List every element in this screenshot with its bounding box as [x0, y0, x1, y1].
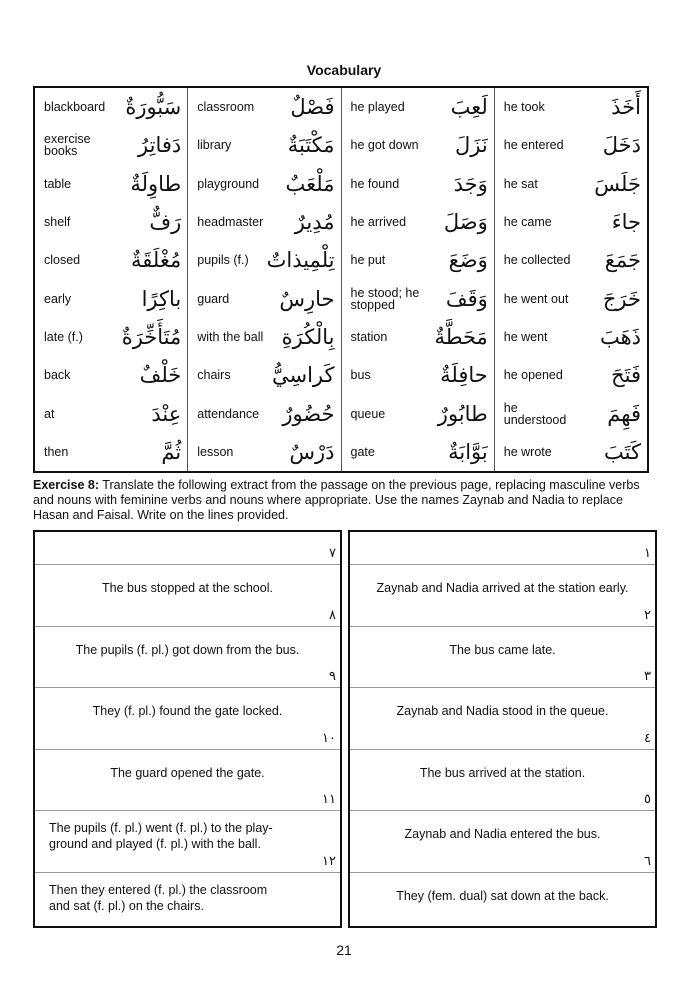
vocab-entry	[342, 356, 494, 394]
vocab-arabic: بِالْكُرَةِ	[281, 324, 335, 349]
vocab-arabic: وَضَعَ	[448, 248, 488, 273]
vocab-entry	[342, 88, 494, 126]
vocab-arabic: طابُورٌ	[437, 401, 488, 426]
vocab-arabic: سَبُّورَةٌ	[125, 95, 182, 120]
item-number: ٧	[329, 546, 336, 561]
vocab-entry	[495, 318, 647, 356]
vocab-entry	[495, 433, 647, 471]
vocab-arabic: لَعِبَ	[450, 95, 488, 120]
vocabulary-table	[33, 86, 649, 473]
exercise-label: Exercise 8:	[33, 478, 100, 492]
vocab-entry	[342, 279, 494, 317]
exercise-text: Translate the following extract from the passage on the previous page, replacing masculine verbs and nouns with feminine verbs and nouns where appropriate. Use the names Zaynab and Nadia to replace Hasan and Faisal. Write on the lines provided.	[33, 478, 640, 522]
vocab-english: he got down	[350, 138, 419, 153]
vocab-arabic: وَجَدَ	[453, 171, 488, 196]
vocab-english: he understood	[503, 400, 567, 427]
vocab-entry	[342, 165, 494, 203]
answer-box-left	[33, 530, 342, 928]
vocab-english: he sat	[503, 176, 538, 191]
vocab-entry	[342, 318, 494, 356]
vocabulary-title: Vocabulary	[306, 62, 382, 78]
sentence-text: They (fem. dual) sat down at the back.	[396, 888, 609, 903]
vocab-english: he went out	[503, 291, 569, 306]
item-number: ٣	[644, 669, 651, 684]
vocab-entry	[188, 394, 340, 432]
vocab-english: he entered	[503, 138, 564, 153]
vocab-english: with the ball	[197, 329, 264, 344]
sentence-text: The guard opened the gate.	[110, 765, 265, 780]
vocab-english: he came	[503, 215, 552, 230]
vocab-entry	[188, 126, 340, 164]
vocab-english: he went	[503, 329, 548, 344]
vocab-arabic: جَلَسَ	[594, 171, 641, 196]
vocab-entry	[35, 165, 187, 203]
vocab-arabic: دَفاتِرُ	[138, 133, 182, 158]
vocab-entry	[35, 394, 187, 432]
item-number: ٢	[644, 607, 651, 623]
vocab-entry	[35, 356, 187, 394]
vocab-entry	[188, 203, 340, 241]
item-number: ١٢	[322, 853, 336, 869]
vocab-english: pupils (f.)	[197, 253, 249, 268]
vocab-english: late (f.)	[44, 329, 83, 344]
writing-line[interactable]	[35, 626, 340, 627]
vocab-column	[35, 88, 187, 471]
vocab-entry	[35, 203, 187, 241]
vocab-arabic: خَلْفٌ	[139, 363, 182, 388]
vocab-arabic: دَخَلَ	[602, 133, 641, 158]
vocab-english: attendance	[197, 406, 260, 421]
writing-line[interactable]	[35, 810, 340, 811]
vocab-english: gate	[350, 444, 375, 459]
vocab-english: he collected	[503, 253, 571, 268]
sentence-text: Zaynab and Nadia arrived at the station early.	[376, 581, 629, 595]
vocab-english: he put	[350, 253, 386, 268]
vocab-english: at	[44, 406, 55, 421]
vocab-arabic: خَرَجَ	[602, 286, 641, 311]
vocab-entry	[495, 279, 647, 317]
sentence-text: Then they entered (f. pl.) the classroom and sat (f. pl.) on the chairs.	[49, 882, 268, 913]
vocab-arabic: جَمَعَ	[604, 248, 641, 273]
vocab-arabic: رَفٌّ	[149, 210, 182, 235]
vocab-entry	[495, 126, 647, 164]
vocab-entry	[495, 88, 647, 126]
vocab-column	[494, 88, 647, 471]
vocab-english: exercise books	[44, 132, 91, 159]
item-number: ٥	[644, 792, 651, 807]
vocab-english: playground	[197, 176, 260, 191]
item-number: ١	[644, 546, 651, 561]
vocab-entry	[495, 356, 647, 394]
sentence-text: The bus arrived at the station.	[419, 765, 586, 780]
sentence-text: The pupils (f. pl.) got down from the bus.	[75, 642, 300, 657]
item-number: ٩	[329, 669, 336, 684]
vocab-entry	[495, 203, 647, 241]
vocab-entry	[35, 241, 187, 279]
vocab-english: queue	[350, 406, 386, 421]
vocab-arabic: ثُمَّ	[161, 439, 182, 464]
item-number: ١١	[322, 792, 336, 807]
writing-line[interactable]	[350, 626, 655, 627]
vocab-english: early	[44, 291, 72, 306]
writing-line[interactable]	[350, 749, 655, 750]
vocab-arabic: كَتَبَ	[604, 439, 641, 464]
item-number: ٤	[644, 730, 651, 746]
vocab-arabic: مُتَأَخِّرَةٌ	[121, 324, 182, 349]
writing-line[interactable]	[35, 687, 340, 688]
vocab-arabic: مَكْتَبَةٌ	[287, 133, 335, 158]
vocab-entry	[342, 203, 494, 241]
vocab-arabic: وَقَفَ	[445, 286, 488, 311]
vocab-entry	[495, 241, 647, 279]
vocab-arabic: عِنْدَ	[151, 401, 182, 426]
vocab-english: he stood; he stopped	[350, 285, 420, 312]
vocab-english: he wrote	[503, 444, 552, 459]
vocab-english: chairs	[197, 368, 231, 383]
vocab-english: he played	[350, 100, 405, 115]
vocab-arabic: جاءَ	[611, 210, 641, 235]
vocab-english: then	[44, 444, 69, 459]
vocab-entry	[342, 126, 494, 164]
vocab-entry	[35, 433, 187, 471]
vocab-entry	[35, 318, 187, 356]
vocab-arabic: ذَهَبَ	[599, 324, 641, 349]
writing-line[interactable]	[350, 810, 655, 811]
vocab-entry	[35, 126, 187, 164]
vocab-arabic: وَصَلَ	[443, 210, 488, 235]
writing-line[interactable]	[35, 749, 340, 750]
writing-line[interactable]	[350, 564, 655, 565]
vocab-english: lesson	[197, 444, 234, 459]
vocab-arabic: كَراسِيُّ	[271, 363, 335, 388]
vocab-arabic: باكِرًا	[141, 286, 182, 311]
vocab-entry	[495, 394, 647, 432]
writing-line[interactable]	[35, 872, 340, 873]
vocab-english: he arrived	[350, 215, 407, 230]
sentence-text: They (f. pl.) found the gate locked.	[92, 704, 283, 718]
vocab-english: back	[44, 368, 71, 383]
vocab-english: he took	[503, 100, 545, 115]
writing-line[interactable]	[35, 564, 340, 565]
vocab-english: classroom	[197, 100, 255, 115]
vocab-entry	[188, 88, 340, 126]
sentence-text: The bus stopped at the school.	[102, 581, 273, 595]
vocab-arabic: مُغْلَقَةٌ	[131, 248, 182, 273]
sentence-text: Zaynab and Nadia stood in the queue.	[396, 704, 609, 718]
vocab-english: station	[350, 329, 388, 344]
vocab-arabic: تِلْمِيذاتٌ	[266, 248, 335, 273]
vocab-arabic: أَخَذَ	[611, 95, 641, 120]
vocab-column	[187, 88, 340, 471]
vocab-arabic: فَهِمَ	[607, 401, 641, 426]
vocab-entry	[188, 356, 340, 394]
exercise-instructions	[33, 478, 645, 523]
sentence-text: The pupils (f. pl.) went (f. pl.) to the play-ground and played (f. pl.) with the ball.	[49, 821, 273, 851]
vocab-arabic: مَحَطَّةٌ	[434, 324, 488, 349]
vocab-entry	[188, 165, 340, 203]
vocab-arabic: مُدِيرٌ	[294, 210, 335, 235]
vocab-entry	[188, 433, 340, 471]
vocab-arabic: حارِسٌ	[279, 286, 335, 311]
vocab-arabic: نَزَلَ	[455, 133, 488, 158]
vocab-arabic: دَرْسٌ	[289, 439, 335, 464]
vocab-english: bus	[350, 368, 371, 383]
vocab-entry	[188, 241, 340, 279]
answer-box-right	[348, 530, 657, 928]
vocab-english: table	[44, 176, 72, 191]
vocab-arabic: فَتَحَ	[611, 363, 641, 388]
vocab-entry	[188, 279, 340, 317]
writing-line[interactable]	[350, 872, 655, 873]
vocab-english: library	[197, 138, 232, 153]
vocab-entry	[495, 165, 647, 203]
vocab-arabic: مَلْعَبٌ	[285, 171, 335, 196]
vocab-arabic: بَوَّابَةٌ	[448, 439, 488, 464]
sentence-text: The bus came late.	[449, 642, 556, 657]
vocab-arabic: طاوِلَةٌ	[130, 171, 182, 196]
vocab-entry	[342, 433, 494, 471]
vocab-english: guard	[197, 291, 230, 306]
vocab-entry	[342, 241, 494, 279]
item-number: ٦	[644, 853, 651, 869]
vocab-english: he found	[350, 176, 400, 191]
sentence-text: Zaynab and Nadia entered the bus.	[404, 827, 601, 841]
item-number: ١٠	[322, 730, 336, 746]
item-number: ٨	[329, 607, 336, 623]
vocab-entry	[35, 279, 187, 317]
vocab-english: shelf	[44, 215, 71, 230]
writing-line[interactable]	[350, 687, 655, 688]
vocab-entry	[35, 88, 187, 126]
vocab-entry	[342, 394, 494, 432]
vocab-column	[341, 88, 494, 471]
vocab-arabic: حُضُورٌ	[282, 401, 335, 426]
page-number: 21	[336, 942, 352, 958]
vocab-english: he opened	[503, 368, 563, 383]
vocab-entry	[188, 318, 340, 356]
vocab-english: closed	[44, 253, 81, 268]
vocab-arabic: حافِلَةٌ	[440, 363, 488, 388]
vocab-arabic: فَصْلٌ	[290, 95, 335, 120]
vocab-english: headmaster	[197, 215, 264, 230]
vocab-english: blackboard	[44, 100, 106, 115]
